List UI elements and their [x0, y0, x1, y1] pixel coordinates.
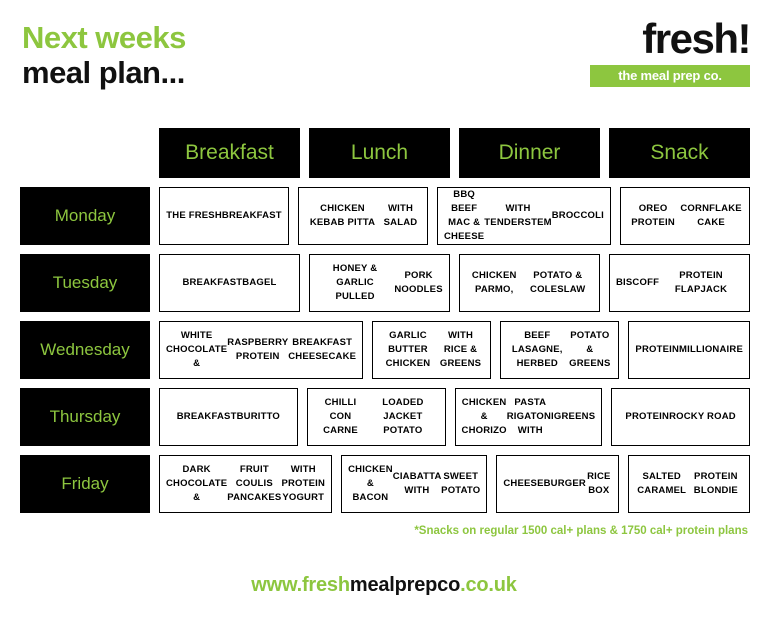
- table-row: [20, 254, 750, 312]
- meal-cell-monday-breakfast: THE FRESH BREAKFAST: [159, 187, 289, 245]
- brand-logo: [590, 15, 750, 87]
- day-label-tuesday: Tuesday: [20, 254, 150, 312]
- column-header-snack: Snack: [609, 128, 750, 178]
- meal-cell-tuesday-lunch: HONEY & GARLIC PULLED PORK NOODLES: [309, 254, 450, 312]
- meal-plan-table: [20, 128, 750, 522]
- meal-cell-thursday-lunch: CHILLI CON CARNE LOADED JACKET POTATO: [307, 388, 446, 446]
- meal-cell-friday-dinner: CHEESEBURGER RICE BOX: [496, 455, 618, 513]
- table-corner-cell: [20, 128, 150, 178]
- meal-cell-wednesday-dinner: BEEF LASAGNE, HERBED POTATO & GREENS: [500, 321, 619, 379]
- website-url-part2: mealprepco: [349, 574, 461, 596]
- page-title-line2: meal plan...: [22, 55, 185, 90]
- column-header-dinner: Dinner: [459, 128, 600, 178]
- meal-cell-tuesday-dinner: CHICKEN PARMO, POTATO & COLESLAW: [459, 254, 600, 312]
- table-row: [20, 388, 750, 446]
- meal-cell-thursday-breakfast: BREAKFAST BURITTO: [159, 388, 298, 446]
- meal-cell-wednesday-lunch: GARLIC BUTTER CHICKEN WITH RICE & GREENS: [372, 321, 491, 379]
- page-title: [22, 22, 186, 88]
- meal-cell-monday-dinner: BBQ BEEF MAC & CHEESE WITH TENDERSTEM BROCCOLI: [437, 187, 611, 245]
- snack-footnote: *Snacks on regular 1500 cal+ plans & 1750 cal+ protein plans: [414, 525, 748, 537]
- website-url-part1: www.fresh: [251, 574, 350, 596]
- table-row: [20, 187, 750, 245]
- day-label-friday: Friday: [20, 455, 150, 513]
- brand-logo-wordmark: fresh!: [642, 15, 750, 62]
- table-header-row: [20, 128, 750, 178]
- meal-cell-tuesday-snack: BISCOFF PROTEIN FLAPJACK: [609, 254, 750, 312]
- website-url-part3: .co.uk: [460, 574, 517, 596]
- page-title-line1: Next weeks: [22, 20, 186, 55]
- website-url[interactable]: [0, 574, 768, 597]
- meal-cell-friday-snack: SALTED CARAMEL PROTEIN BLONDIE: [628, 455, 750, 513]
- meal-cell-thursday-snack: PROTEIN ROCKY ROAD: [611, 388, 750, 446]
- meal-cell-tuesday-breakfast: BREAKFAST BAGEL: [159, 254, 300, 312]
- day-label-wednesday: Wednesday: [20, 321, 150, 379]
- day-label-monday: Monday: [20, 187, 150, 245]
- table-row: [20, 321, 750, 379]
- meal-cell-friday-breakfast: DARK CHOCOLATE & FRUIT COULIS PANCAKES WITH PROTEIN YOGURT: [159, 455, 332, 513]
- meal-cell-wednesday-breakfast: WHITE CHOCOLATE & RASPBERRY PROTEIN BREAKFAST CHEESECAKE: [159, 321, 363, 379]
- meal-cell-thursday-dinner: CHICKEN & CHORIZO PASTA RIGATONI WITH GREENS: [455, 388, 603, 446]
- meal-cell-monday-lunch: CHICKEN KEBAB PITTA WITH SALAD: [298, 187, 428, 245]
- column-header-lunch: Lunch: [309, 128, 450, 178]
- table-row: [20, 455, 750, 513]
- page-header: [0, 0, 768, 110]
- meal-cell-friday-lunch: CHICKEN & BACON CIABATTA WITH SWEET POTATO: [341, 455, 487, 513]
- meal-cell-wednesday-snack: PROTEIN MILLIONAIRE: [628, 321, 750, 379]
- brand-logo-tagline: the meal prep co.: [590, 65, 750, 87]
- meal-cell-monday-snack: OREO PROTEIN CORNFLAKE CAKE: [620, 187, 750, 245]
- column-header-breakfast: Breakfast: [159, 128, 300, 178]
- day-label-thursday: Thursday: [20, 388, 150, 446]
